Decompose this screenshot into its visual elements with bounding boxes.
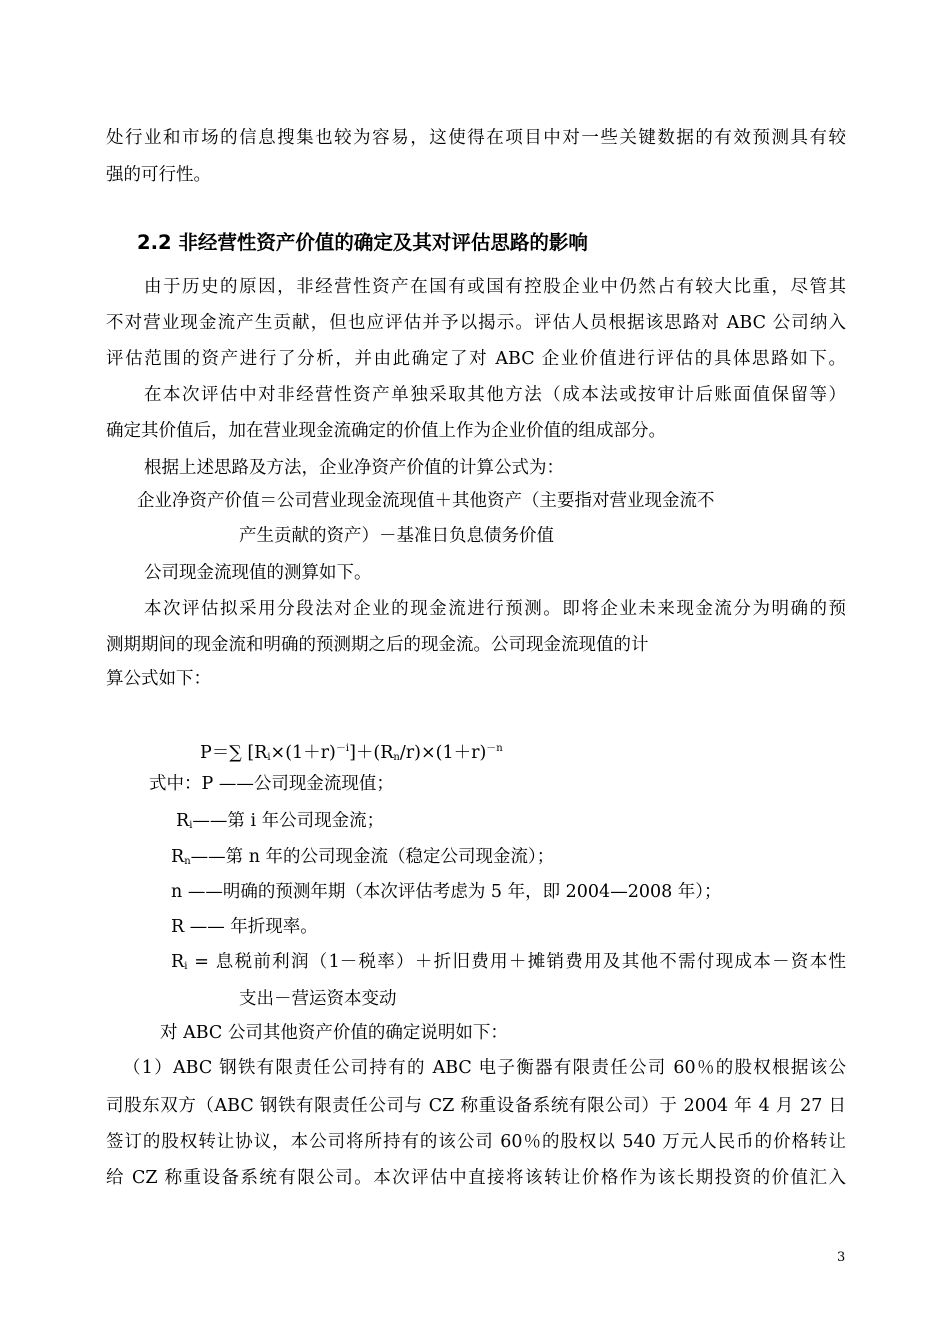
para7-line-4: 给 CZ 称重设备系统有限公司。本次评估中直接将该转让价格作为该长期投资的价值汇入 [106, 1168, 846, 1188]
def-r: R —— 年折现率。 [171, 917, 318, 937]
def-ri: $R_i——$第 i 年公司现金流； [176, 811, 385, 831]
para1-line-3: 评估范围的资产进行了分析，并由此确定了对 ABC 企业价值进行评估的具体思路如下。 [106, 349, 846, 369]
para7-line-1: （1）ABC 钢铁有限责任公司持有的 ABC 电子衡器有限责任公司 60％的股权根据该公 [123, 1058, 846, 1078]
equity-formula-line-1: 企业净资产价值＝公司营业现金流现值＋其他资产（主要指对营业现金流不 [137, 491, 715, 511]
section-heading: 2.2 非经营性资产价值的确定及其对评估思路的影响 [137, 231, 588, 254]
intro-line-2: 强的可行性。 [106, 165, 211, 185]
para2-line-2: 确定其价值后，加在营业现金流确定的价值上作为企业价值的组成部分。 [106, 421, 666, 441]
def-n: n ——明确的预测年期（本次评估考虑为 5 年，即 2004—2008 年）； [171, 882, 722, 902]
para4-line-1: 公司现金流现值的测算如下。 [144, 563, 372, 583]
page-number: 3 [837, 1250, 846, 1265]
para2-line-1: 在本次评估中对非经营性资产单独采取其他方法（成本法或按审计后账面值保留等） [144, 385, 846, 405]
para3-line-1: 根据上述思路及方法，企业净资产价值的计算公式为： [144, 458, 564, 478]
def-p: 式中：P ——公司现金流现值； [149, 774, 394, 794]
intro-line-1: 处行业和市场的信息搜集也较为容易，这使得在项目中对一些关键数据的有效预测具有较 [106, 128, 846, 148]
def-ri-formula: $R_i$ = 息税前利润（1－税率）＋折旧费用＋摊销费用及其他不需付现成本－资本性 [171, 952, 846, 972]
para5-line-1: 本次评估拟采用分段法对企业的现金流进行预测。即将企业未来现金流分为明确的预 [144, 599, 846, 619]
para1-line-2: 不对营业现金流产生贡献，但也应评估并予以揭示。评估人员根据该思路对 ABC 公司纳入 [106, 313, 846, 333]
def-ri-formula-cont: 支出－营运资本变动 [239, 989, 397, 1009]
para6-line-1: 对 ABC 公司其他资产价值的确定说明如下： [160, 1023, 508, 1043]
para7-line-2: 司股东双方（ABC 钢铁有限责任公司与 CZ 称重设备系统有限公司）于 2004 年 4 月 27 日 [106, 1096, 846, 1116]
para7-line-3: 签订的股权转让协议，本公司将所持有的该公司 60％的股权以 540 万元人民币的价格转让 [106, 1132, 846, 1152]
def-rn: $R_n——$第 n 年的公司现金流（稳定公司现金流）； [171, 847, 555, 867]
present-value-formula: P＝∑ $[R_i\times(1+r)^{-i}]+(R_n/r)\times(1+r)^{-n}$ [200, 743, 503, 763]
equity-formula-line-2: 产生贡献的资产）－基准日负息债务价值 [239, 526, 554, 546]
para5-line-3: 算公式如下： [106, 669, 211, 689]
para1-line-1: 由于历史的原因，非经营性资产在国有或国有控股企业中仍然占有较大比重，尽管其 [144, 277, 846, 297]
para5-line-2: 测期期间的现金流和明确的预测期之后的现金流。公司现金流现值的计 [106, 635, 649, 655]
